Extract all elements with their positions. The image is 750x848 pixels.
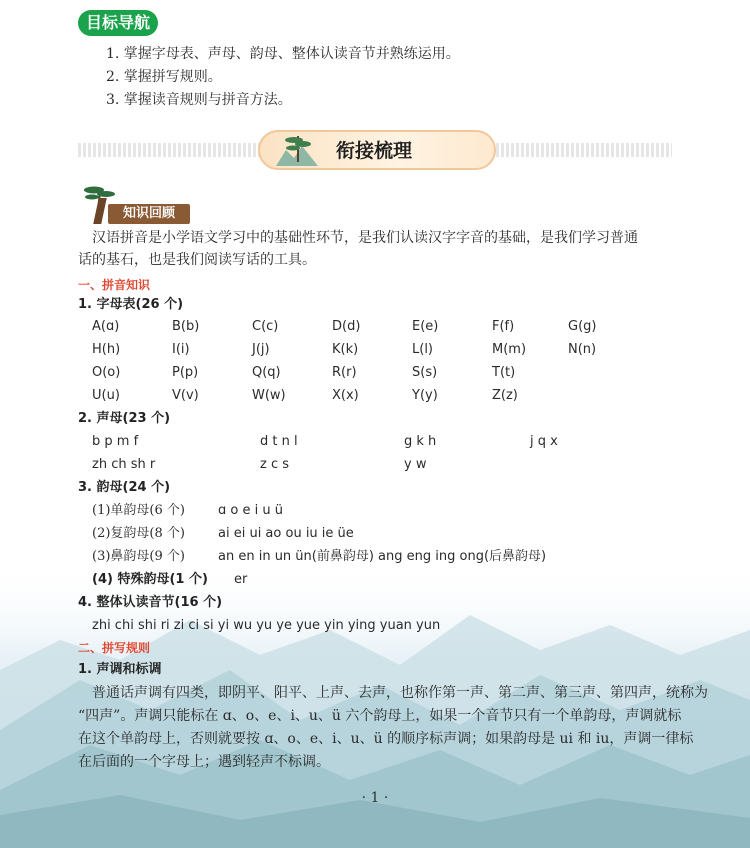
- alphabet-cell: M(m): [492, 342, 527, 357]
- alphabet-cell: W(w): [252, 388, 286, 403]
- page-number: · 1 ·: [361, 790, 389, 806]
- alphabet-cell: U(u): [92, 388, 120, 403]
- goal-item-3: 3. 掌握读音规则与拼音方法。: [106, 92, 292, 108]
- initials-group: j q x: [530, 434, 558, 449]
- special-finals-items: er: [234, 572, 248, 587]
- alphabet-cell: A(ɑ): [92, 319, 120, 334]
- alphabet-cell: P(p): [172, 365, 199, 380]
- alphabet-cell: H(h): [92, 342, 121, 357]
- intro-line-2: 话的基石，也是我们阅读写话的工具。: [78, 252, 316, 268]
- simple-finals-label: (1)单韵母(6 个): [92, 503, 185, 518]
- alphabet-cell: N(n): [568, 342, 597, 357]
- section-pinyin-knowledge-title: 一、拼音知识: [78, 278, 151, 292]
- whole-syllables-items: zhi chi shi ri zi ci si yi wu yu ye yue yin ying yuan yun: [92, 618, 441, 633]
- alphabet-cell: L(l): [412, 342, 433, 357]
- alphabet-cell: E(e): [412, 319, 439, 334]
- compound-finals-items: ai ei ui ao ou iu ie üe: [218, 526, 354, 541]
- special-finals-label: (4) 特殊韵母(1 个): [92, 572, 208, 587]
- alphabet-cell: K(k): [332, 342, 359, 357]
- banner-title: 衔接梳理: [336, 140, 413, 162]
- alphabet-cell: I(i): [172, 342, 190, 357]
- goal-navigation-badge: 目标导航: [78, 10, 158, 36]
- tone-text-line-2: “四声”。声调只能标在 ɑ、o、e、i、u、ü 六个韵母上，如果一个音节只有一个单韵母，声调就标: [78, 708, 682, 724]
- alphabet-cell: X(x): [332, 388, 359, 403]
- initials-group: g k h: [404, 434, 437, 449]
- initials-title: 2. 声母(23 个): [78, 411, 171, 426]
- alphabet-cell: Z(z): [492, 388, 518, 403]
- alphabet-cell: T(t): [492, 365, 516, 380]
- tone-text-line-3: 在这个单韵母上，否则就要按 ɑ、o、e、i、u、ü 的顺序标声调；如果韵母是 ui 和 iu，声调一律标: [78, 731, 694, 747]
- whole-syllables-title: 4. 整体认读音节(16 个): [78, 595, 223, 610]
- initials-group: b p m f: [92, 434, 139, 449]
- alphabet-cell: R(r): [332, 365, 357, 380]
- goal-item-1: 1. 掌握字母表、声母、韵母、整体认读音节并熟练运用。: [106, 46, 460, 62]
- pine-tree-icon: [272, 132, 322, 168]
- alphabet-title: 1. 字母表(26 个): [78, 297, 184, 312]
- finals-title: 3. 韵母(24 个): [78, 480, 171, 495]
- alphabet-cell: V(v): [172, 388, 199, 403]
- simple-finals-items: ɑ o e i u ü: [218, 503, 283, 518]
- alphabet-cell: J(j): [252, 342, 270, 357]
- alphabet-cell: Q(q): [252, 365, 281, 380]
- section-spelling-rules-title: 二、拼写规则: [78, 641, 151, 655]
- tone-text-line-1: 普通话声调有四类，即阴平、阳平、上声、去声，也称作第一声、第二声、第三声、第四声，统称为: [92, 685, 708, 701]
- alphabet-cell: F(f): [492, 319, 515, 334]
- initials-group: zh ch sh r: [92, 457, 156, 472]
- divider-left: [78, 143, 263, 157]
- goal-item-2: 2. 掌握拼写规则。: [106, 69, 222, 85]
- alphabet-cell: O(o): [92, 365, 121, 380]
- nasal-finals-label: (3)鼻韵母(9 个): [92, 549, 185, 564]
- initials-group: y w: [404, 457, 427, 472]
- knowledge-review-tag: 知识回顾: [108, 204, 190, 224]
- initials-group: d t n l: [260, 434, 298, 449]
- nasal-finals-items: an en in un ün(前鼻韵母) ang eng ing ong(后鼻韵母): [218, 549, 547, 564]
- alphabet-cell: Y(y): [412, 388, 438, 403]
- divider-right: [496, 143, 672, 157]
- alphabet-cell: C(c): [252, 319, 279, 334]
- initials-group: z c s: [260, 457, 290, 472]
- intro-line-1: 汉语拼音是小学语文学习中的基础性环节，是我们认读汉字字音的基础，是我们学习普通: [92, 230, 638, 246]
- alphabet-cell: B(b): [172, 319, 200, 334]
- tone-title: 1. 声调和标调: [78, 662, 162, 677]
- alphabet-cell: G(g): [568, 319, 597, 334]
- alphabet-cell: D(d): [332, 319, 361, 334]
- tone-text-line-4: 在后面的一个字母上；遇到轻声不标调。: [78, 754, 330, 770]
- alphabet-cell: S(s): [412, 365, 438, 380]
- compound-finals-label: (2)复韵母(8 个): [92, 526, 185, 541]
